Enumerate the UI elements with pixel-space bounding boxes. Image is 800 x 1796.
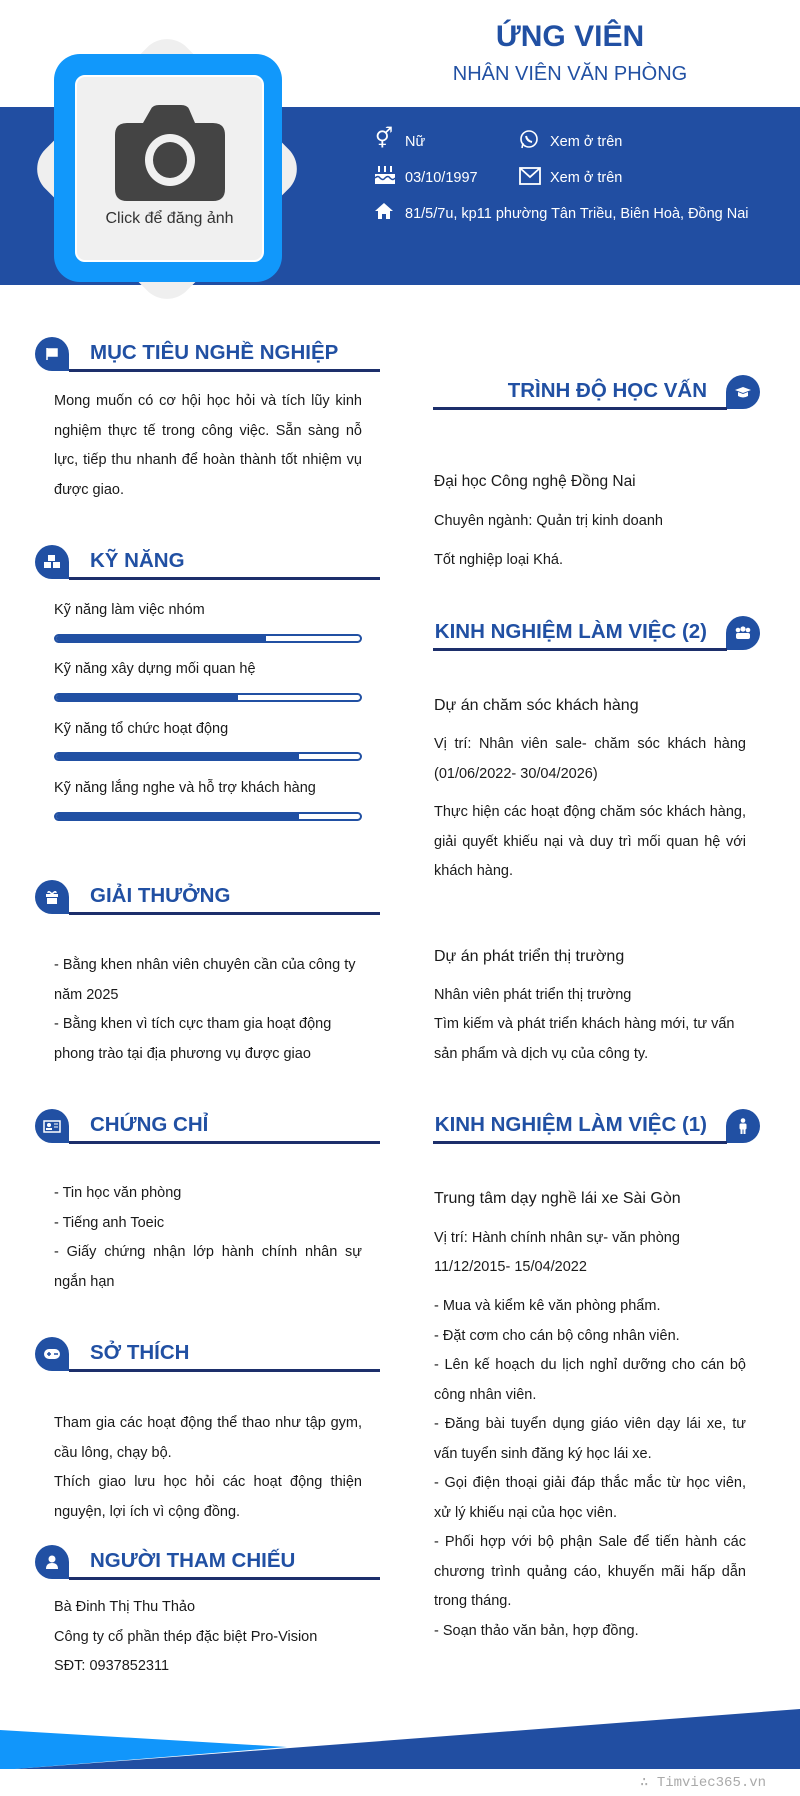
job-position: Vị trí: Nhân viên sale- chăm sóc khách hàng (01/06/2022- 30/04/2026) <box>434 736 746 782</box>
job-period: 11/12/2015- 15/04/2022 <box>434 1259 587 1275</box>
job-position: Nhân viên phát triển thị trường <box>434 987 632 1003</box>
user-icon <box>35 1545 69 1579</box>
watermark: ∴ Timviec365.vn <box>640 1775 767 1791</box>
phone-value: Xem ở trên <box>550 134 623 150</box>
avatar-upload[interactable] <box>20 25 315 315</box>
email-value: Xem ở trên <box>550 170 623 186</box>
certificates-list <box>54 1179 362 1297</box>
duty-item: - Đặt cơm cho cán bộ công nhân viên. <box>434 1327 680 1344</box>
duty-item: - Lên kế hoạch du lịch nghỉ dưỡng cho cán bộ công nhân viên. <box>434 1357 746 1403</box>
certificate-item: - Tiếng anh Toeic <box>54 1214 165 1231</box>
camera-icon <box>115 105 225 201</box>
skill-bar <box>54 634 362 643</box>
birthday-cake-icon <box>374 165 396 185</box>
hobby-item: Tham gia các hoạt động thể thao như tập gym, cầu lông, chạy bộ. <box>54 1415 362 1461</box>
award-item: - Bằng khen nhân viên chuyên cần của công ty năm 2025 <box>54 957 356 1003</box>
education-major: Chuyên ngành: Quản trị kinh doanh <box>434 513 663 529</box>
cubes-icon <box>35 545 69 579</box>
section-education-header <box>433 375 760 415</box>
footer-wave <box>0 1700 800 1772</box>
job-name: Dự án phát triển thị trường <box>434 948 625 965</box>
reference-item: Bà Đinh Thị Thu Thảo <box>54 1599 196 1615</box>
section-underline <box>433 1141 727 1144</box>
skill-bar <box>54 693 362 702</box>
photo-upload-label: Click để đăng ảnh <box>105 210 234 227</box>
birthday-value: 03/10/1997 <box>405 170 478 186</box>
section-underline <box>433 648 727 651</box>
skill-bar <box>54 812 362 821</box>
section-title: CHỨNG CHỈ <box>90 1113 209 1136</box>
section-hobbies-header <box>35 1337 380 1377</box>
person-icon <box>726 1109 760 1143</box>
section-underline <box>69 577 380 580</box>
section-title: KINH NGHIỆM LÀM VIỆC (1) <box>434 1113 707 1136</box>
skill-label: Kỹ năng lắng nghe và hỗ trợ khách hàng <box>54 780 316 796</box>
duty-item: - Mua và kiểm kê văn phòng phẩm. <box>434 1298 661 1314</box>
section-experience1-header <box>433 1109 760 1149</box>
section-title: KINH NGHIỆM LÀM VIỆC (2) <box>434 620 707 643</box>
section-underline <box>69 912 380 915</box>
section-objective-header <box>35 337 380 377</box>
section-underline <box>69 1369 380 1372</box>
gift-icon <box>35 880 69 914</box>
users-icon <box>726 616 760 650</box>
section-references-header <box>35 1545 380 1585</box>
duty-item: - Đăng bài tuyển dụng giáo viên dạy lái xe, tư vấn tuyển sinh đăng ký học lái xe. <box>434 1416 746 1462</box>
email-icon <box>519 167 541 185</box>
section-underline <box>433 407 727 410</box>
job-description: Tìm kiếm và phát triển khách hàng mới, tư vấn sản phẩm và dịch vụ của công ty. <box>434 1016 735 1062</box>
skill-bar-fill <box>56 754 299 759</box>
section-awards-header <box>35 880 380 920</box>
section-underline <box>69 1577 380 1580</box>
candidate-title: ỨNG VIÊN <box>495 20 645 53</box>
duties-list <box>434 1292 746 1646</box>
photo-card <box>75 75 264 262</box>
section-underline <box>69 369 380 372</box>
home-icon <box>374 202 394 220</box>
duty-item: - Soạn thảo văn bản, hợp đồng. <box>434 1622 639 1639</box>
skill-label: Kỹ năng làm việc nhóm <box>54 602 205 618</box>
gamepad-icon <box>35 1337 69 1371</box>
skill-bar-fill <box>56 814 299 819</box>
flag-icon <box>35 337 69 371</box>
address-value: 81/5/7u, kp11 phường Tân Triều, Biên Hoà, Đồng Nai <box>405 206 749 222</box>
section-title: SỞ THÍCH <box>90 1341 190 1364</box>
section-title: NGƯỜI THAM CHIẾU <box>90 1549 296 1572</box>
hobby-item: Thích giao lưu học hỏi các hoạt động thiện nguyện, lợi ích vì cộng đồng. <box>54 1474 362 1520</box>
section-title: TRÌNH ĐỘ HỌC VẤN <box>507 379 707 402</box>
phone-icon <box>519 130 539 150</box>
objective-text: Mong muốn có cơ hội học hỏi và tích lũy kinh nghiệm thực tế trong công việc. Sẵn sàng nỗ lực, tiếp thu nhanh để hoàn thành tốt nhiệm vụ được giao. <box>54 393 362 498</box>
gender-icon: ⚥ <box>375 128 394 150</box>
education-grade: Tốt nghiệp loại Khá. <box>434 552 563 568</box>
duty-item: - Phối hợp với bộ phận Sale để tiến hành các chương trình quảng cáo, khuyến mãi hấp dẫn trong tháng. <box>434 1534 746 1609</box>
skill-label: Kỹ năng tổ chức hoạt động <box>54 721 229 737</box>
skill-bar-fill <box>56 695 238 700</box>
section-title: GIẢI THƯỞNG <box>90 884 231 907</box>
hobbies-list <box>54 1409 362 1527</box>
reference-item: Công ty cổ phần thép đặc biệt Pro-Vision <box>54 1628 318 1645</box>
section-certificates-header <box>35 1109 380 1149</box>
id-card-icon <box>35 1109 69 1143</box>
award-item: - Bằng khen vì tích cực tham gia hoạt động phong trào tại địa phương vụ được giao <box>54 1016 332 1062</box>
education-school: Đại học Công nghệ Đồng Nai <box>434 473 636 490</box>
gender-value: Nữ <box>405 134 426 150</box>
job-name: Dự án chăm sóc khách hàng <box>434 697 639 714</box>
job-title: NHÂN VIÊN VĂN PHÒNG <box>452 63 688 85</box>
skill-label: Kỹ năng xây dựng mối quan hệ <box>54 661 256 677</box>
company-name: Trung tâm dạy nghề lái xe Sài Gòn <box>434 1190 681 1207</box>
graduation-cap-icon <box>726 375 760 409</box>
skill-bar-fill <box>56 636 266 641</box>
awards-list <box>54 951 362 1069</box>
duty-item: - Gọi điện thoại giải đáp thắc mắc từ học viên, xử lý khiếu nại của học viên. <box>434 1475 746 1521</box>
certificate-item: - Tin học văn phòng <box>54 1185 182 1201</box>
section-experience2-header <box>433 616 760 656</box>
certificate-item: - Giấy chứng nhận lớp hành chính nhân sự ngắn hạn <box>54 1244 362 1290</box>
job-position: Vị trí: Hành chính nhân sự- văn phòng <box>434 1230 680 1246</box>
section-underline <box>69 1141 380 1144</box>
skill-bar <box>54 752 362 761</box>
section-title: KỸ NĂNG <box>90 549 185 572</box>
references-list <box>54 1593 362 1682</box>
reference-item: SĐT: 0937852311 <box>54 1658 170 1674</box>
section-skills-header <box>35 545 380 585</box>
section-title: MỤC TIÊU NGHỀ NGHIỆP <box>90 341 339 364</box>
job-description: Thực hiện các hoạt động chăm sóc khách hàng, giải quyết khiếu nại và duy trì mối quan hệ với khách hàng. <box>434 804 746 879</box>
